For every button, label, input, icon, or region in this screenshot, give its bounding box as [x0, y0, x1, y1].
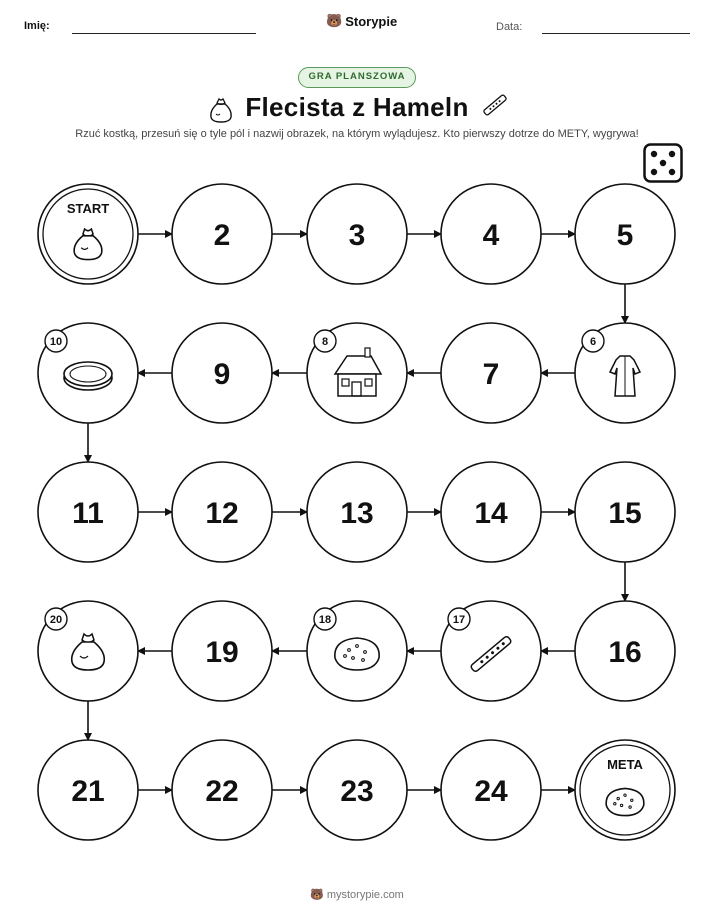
board-space	[441, 462, 541, 562]
space-number: 5	[616, 219, 634, 252]
board-space	[307, 601, 407, 701]
instructions: Rzuć kostką, przesuń się o tyle pól i nazwij obrazek, na którym wylądujesz. Kto pierwszy dotrze do METY, wygrywa!	[75, 128, 639, 140]
board-space	[441, 184, 541, 284]
category-badge: GRA PLANSZOWA	[298, 67, 416, 88]
space-number: 24	[474, 775, 508, 808]
space-number: 7	[482, 358, 500, 391]
board-space	[307, 323, 407, 423]
space-number: 2	[213, 219, 231, 252]
brand-name: Storypie	[345, 13, 398, 29]
name-label: Imię:	[24, 20, 50, 32]
board-space	[441, 601, 541, 701]
board-space	[441, 323, 541, 423]
board-space	[307, 740, 407, 840]
board-space	[441, 740, 541, 840]
bear-icon: 🐻	[326, 13, 343, 28]
coin-icon	[64, 362, 112, 390]
space-number: 13	[340, 497, 374, 530]
bread-icon	[606, 788, 644, 815]
board-space	[172, 184, 272, 284]
bear-icon: 🐻	[310, 889, 324, 901]
board-space	[307, 462, 407, 562]
space-number: 22	[205, 775, 239, 808]
space-number: 9	[213, 358, 231, 391]
board-space	[575, 462, 675, 562]
board-space	[575, 740, 675, 840]
space-number: 23	[340, 775, 374, 808]
board-space	[172, 462, 272, 562]
board-space	[172, 601, 272, 701]
board-space	[38, 462, 138, 562]
space-badge-number: 17	[452, 614, 466, 626]
page-title: Flecista z Hameln	[245, 92, 469, 122]
board-space	[38, 740, 138, 840]
bread-icon	[335, 638, 379, 670]
board-space	[575, 323, 675, 423]
board-space	[38, 601, 138, 701]
space-badge-number: 6	[589, 336, 597, 348]
space-number: 21	[71, 775, 105, 808]
space-badge-number: 18	[318, 614, 332, 626]
board-space	[307, 184, 407, 284]
space-number: 16	[608, 636, 642, 669]
footer-url: mystorypie.com	[326, 889, 404, 901]
space-number: 11	[72, 497, 104, 530]
space-number: 12	[205, 497, 239, 530]
board-space	[575, 184, 675, 284]
finish-label: META	[607, 757, 643, 772]
board-space	[38, 323, 138, 423]
space-circle	[38, 184, 138, 284]
board-space	[575, 601, 675, 701]
board-space	[38, 184, 138, 284]
space-number: 19	[205, 636, 239, 669]
board-space	[172, 323, 272, 423]
start-label: START	[66, 201, 110, 216]
space-number: 14	[474, 497, 508, 530]
space-badge-number: 20	[49, 614, 63, 626]
space-badge-number: 8	[321, 336, 329, 348]
space-number: 4	[482, 219, 500, 252]
board-space	[172, 740, 272, 840]
space-number: 15	[608, 497, 642, 530]
space-badge-number: 10	[49, 336, 63, 348]
space-number: 3	[348, 219, 366, 252]
date-label: Data:	[496, 21, 523, 33]
footer	[0, 888, 714, 901]
